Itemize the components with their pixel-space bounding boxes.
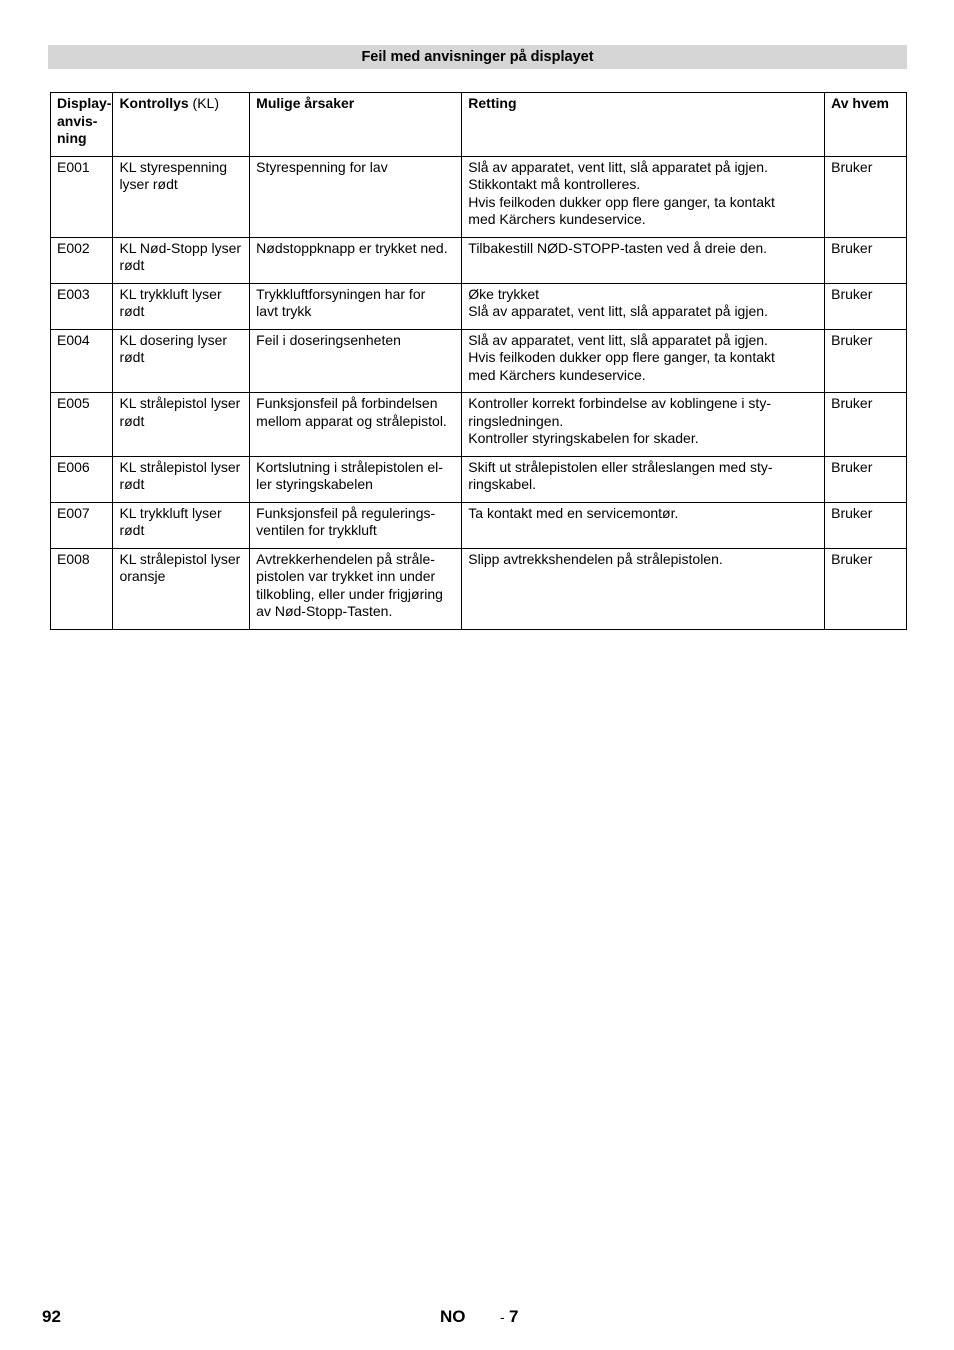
cell-possible-cause: Avtrekkerhendelen på stråle- pistolen var trykket inn under tilkobling, eller under frigjøring av Nød-Stopp-Tasten. <box>250 548 462 629</box>
cell-remedy: Slå av apparatet, vent litt, slå apparatet på igjen. Stikkontakt må kontrolleres. Hvis feilkoden dukker opp flere ganger, ta kontakt med Kärchers kundeservice. <box>462 156 825 237</box>
cell-display-code: E007 <box>51 502 113 548</box>
header-by-whom: Av hvem <box>825 93 907 157</box>
cell-possible-cause: Funksjonsfeil på forbindelsen mellom apparat og strålepistol. <box>250 393 462 457</box>
cell-possible-cause: Styrespenning for lav <box>250 156 462 237</box>
cell-by-whom: Bruker <box>825 156 907 237</box>
cell-by-whom: Bruker <box>825 283 907 329</box>
header-possible-causes: Mulige årsaker <box>250 93 462 157</box>
table-row <box>51 502 907 548</box>
table-row <box>51 456 907 502</box>
cell-by-whom: Bruker <box>825 548 907 629</box>
cell-control-light: KL dosering lyser rødt <box>113 329 250 393</box>
footer-separator: - <box>500 1309 505 1325</box>
table-row <box>51 548 907 629</box>
cell-display-code: E002 <box>51 237 113 283</box>
cell-remedy: Tilbakestill NØD-STOPP-tasten ved å dreie den. <box>462 237 825 283</box>
cell-remedy: Skift ut strålepistolen eller stråleslangen med sty- ringskabel. <box>462 456 825 502</box>
cell-remedy: Kontroller korrekt forbindelse av koblingene i sty- ringsledningen. Kontroller styringskabelen for skader. <box>462 393 825 457</box>
cell-possible-cause: Kortslutning i strålepistolen el- ler styringskabelen <box>250 456 462 502</box>
cell-by-whom: Bruker <box>825 502 907 548</box>
cell-display-code: E001 <box>51 156 113 237</box>
cell-remedy: Ta kontakt med en servicemontør. <box>462 502 825 548</box>
header-remedy: Retting <box>462 93 825 157</box>
cell-remedy: Slipp avtrekkshendelen på strålepistolen. <box>462 548 825 629</box>
cell-control-light: KL strålepistol lyser rødt <box>113 456 250 502</box>
cell-control-light: KL strålepistol lyser oransje <box>113 548 250 629</box>
cell-control-light: KL styrespenning lyser rødt <box>113 156 250 237</box>
cell-by-whom: Bruker <box>825 393 907 457</box>
page-number: 92 <box>42 1307 61 1326</box>
header-control-light: Kontrollys (KL) <box>113 93 250 157</box>
cell-display-code: E003 <box>51 283 113 329</box>
cell-by-whom: Bruker <box>825 329 907 393</box>
cell-by-whom: Bruker <box>825 456 907 502</box>
cell-by-whom: Bruker <box>825 237 907 283</box>
cell-control-light: KL trykkluft lyser rødt <box>113 502 250 548</box>
section-title: Feil med anvisninger på displayet <box>48 45 907 69</box>
cell-display-code: E004 <box>51 329 113 393</box>
table-row <box>51 329 907 393</box>
cell-display-code: E008 <box>51 548 113 629</box>
cell-control-light: KL trykkluft lyser rødt <box>113 283 250 329</box>
cell-remedy: Øke trykket Slå av apparatet, vent litt, slå apparatet på igjen. <box>462 283 825 329</box>
table-row <box>51 237 907 283</box>
cell-control-light: KL Nød-Stopp lyser rødt <box>113 237 250 283</box>
cell-possible-cause: Feil i doseringsenheten <box>250 329 462 393</box>
cell-possible-cause: Funksjonsfeil på regulerings- ventilen for trykkluft <box>250 502 462 548</box>
table-row <box>51 393 907 457</box>
cell-display-code: E005 <box>51 393 113 457</box>
header-display-code: Display- anvis- ning <box>51 93 113 157</box>
cell-remedy: Slå av apparatet, vent litt, slå apparatet på igjen. Hvis feilkoden dukker opp flere ganger, ta kontakt med Kärchers kundeservice. <box>462 329 825 393</box>
language-code: NO <box>440 1307 466 1326</box>
cell-possible-cause: Nødstoppknapp er trykket ned. <box>250 237 462 283</box>
sub-page-number: 7 <box>509 1307 519 1326</box>
table-row <box>51 156 907 237</box>
cell-control-light: KL strålepistol lyser rødt <box>113 393 250 457</box>
cell-possible-cause: Trykkluftforsyningen har for lavt trykk <box>250 283 462 329</box>
table-row <box>51 283 907 329</box>
fault-code-table <box>50 92 907 630</box>
cell-display-code: E006 <box>51 456 113 502</box>
table-header-row <box>51 93 907 157</box>
